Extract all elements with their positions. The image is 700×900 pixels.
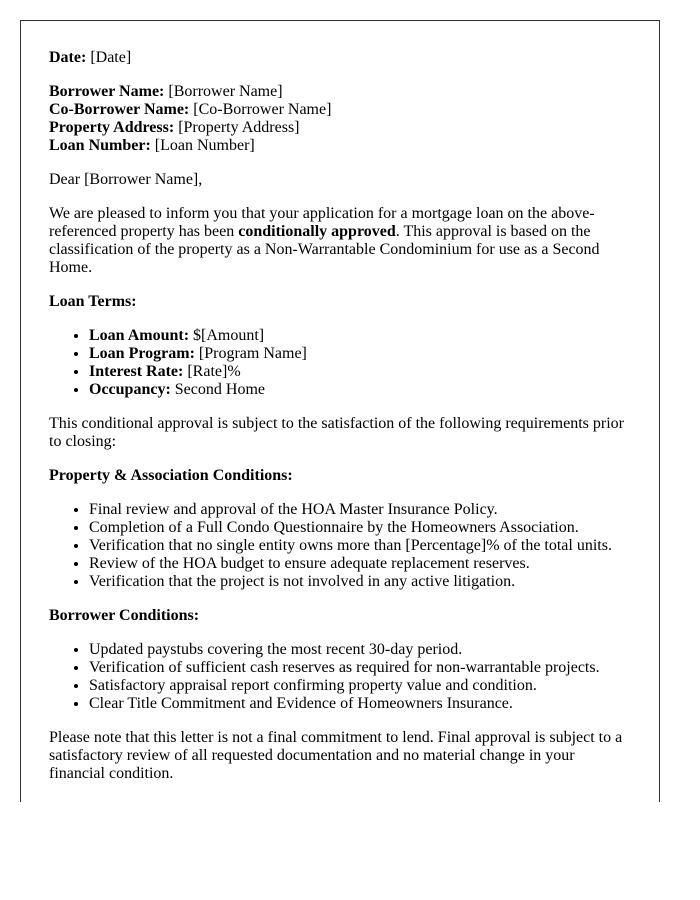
loan-term-item <box>89 363 631 381</box>
loan-number-line <box>49 137 631 155</box>
borrower-condition-item: • Verification of sufficient cash reserves as required for non-warrantable projects. <box>89 659 631 677</box>
date-label: Date: <box>49 49 87 66</box>
intro-text-1: We are pleased to inform you that your application for a mortgage loan on the above-referenced property has been <box>49 205 595 240</box>
borrower-name-line <box>49 83 631 101</box>
intro-text-2: . This approval is based on the classification of the property as a Non-Warrantable Condominium for use as a Second Home. <box>49 223 600 276</box>
intro-paragraph <box>49 205 631 277</box>
loan-terms-heading: Loan Terms: <box>49 293 137 310</box>
loan-term-item <box>89 381 631 399</box>
loan-term-item <box>89 345 631 363</box>
property-address-label: Property Address: <box>49 119 175 136</box>
property-address-value: [Property Address] <box>178 119 300 136</box>
closing-note: Please note that this letter is not a final commitment to lend. Final approval is subject to a satisfactory review of all requested documentation and no material change in your financial condition. <box>49 729 623 782</box>
conditions-intro: This conditional approval is subject to the satisfaction of the following requirements prior to closing: <box>49 415 624 450</box>
loan-number-label: Loan Number: <box>49 137 151 154</box>
loan-term-item <box>89 327 631 345</box>
loan-term-value: [Program Name] <box>198 345 307 362</box>
date-line <box>49 49 631 67</box>
borrower-conditions-list <box>49 641 631 713</box>
loan-term-label: Interest Rate: <box>89 363 184 380</box>
borrower-condition-item: • Satisfactory appraisal report confirming property value and condition. <box>89 677 631 695</box>
loan-term-label: Loan Program: <box>89 345 195 362</box>
borrower-condition-item: • Clear Title Commitment and Evidence of Homeowners Insurance. <box>89 695 631 713</box>
coborrower-name-value: [Co-Borrower Name] <box>193 101 332 118</box>
date-value: [Date] <box>90 49 132 66</box>
loan-number-value: [Loan Number] <box>154 137 255 154</box>
intro-emphasis: conditionally approved <box>238 223 396 240</box>
letter-page <box>20 20 660 802</box>
loan-term-value: Second Home <box>174 381 265 398</box>
coborrower-name-label: Co-Borrower Name: <box>49 101 190 118</box>
borrower-conditions-heading: Borrower Conditions: <box>49 607 200 624</box>
property-condition-item: • Final review and approval of the HOA Master Insurance Policy. <box>89 501 631 519</box>
property-address-line <box>49 119 631 137</box>
borrower-condition-item: • Updated paystubs covering the most recent 30-day period. <box>89 641 631 659</box>
loan-terms-list <box>49 327 631 399</box>
loan-term-label: Occupancy: <box>89 381 171 398</box>
property-condition-item: • Review of the HOA budget to ensure adequate replacement reserves. <box>89 555 631 573</box>
borrower-name-value: [Borrower Name] <box>168 83 283 100</box>
loan-term-value: $[Amount] <box>193 327 265 344</box>
property-conditions-heading: Property & Association Conditions: <box>49 467 293 484</box>
borrower-name-label: Borrower Name: <box>49 83 165 100</box>
coborrower-name-line <box>49 101 631 119</box>
property-condition-item: • Verification that no single entity owns more than [Percentage]% of the total units. <box>89 537 631 555</box>
property-conditions-list <box>49 501 631 591</box>
borrower-info-block <box>49 83 631 155</box>
loan-term-value: [Rate]% <box>187 363 241 380</box>
salutation: Dear [Borrower Name], <box>49 171 203 188</box>
loan-term-label: Loan Amount: <box>89 327 190 344</box>
property-condition-item: • Verification that the project is not involved in any active litigation. <box>89 573 631 591</box>
property-condition-item: • Completion of a Full Condo Questionnaire by the Homeowners Association. <box>89 519 631 537</box>
